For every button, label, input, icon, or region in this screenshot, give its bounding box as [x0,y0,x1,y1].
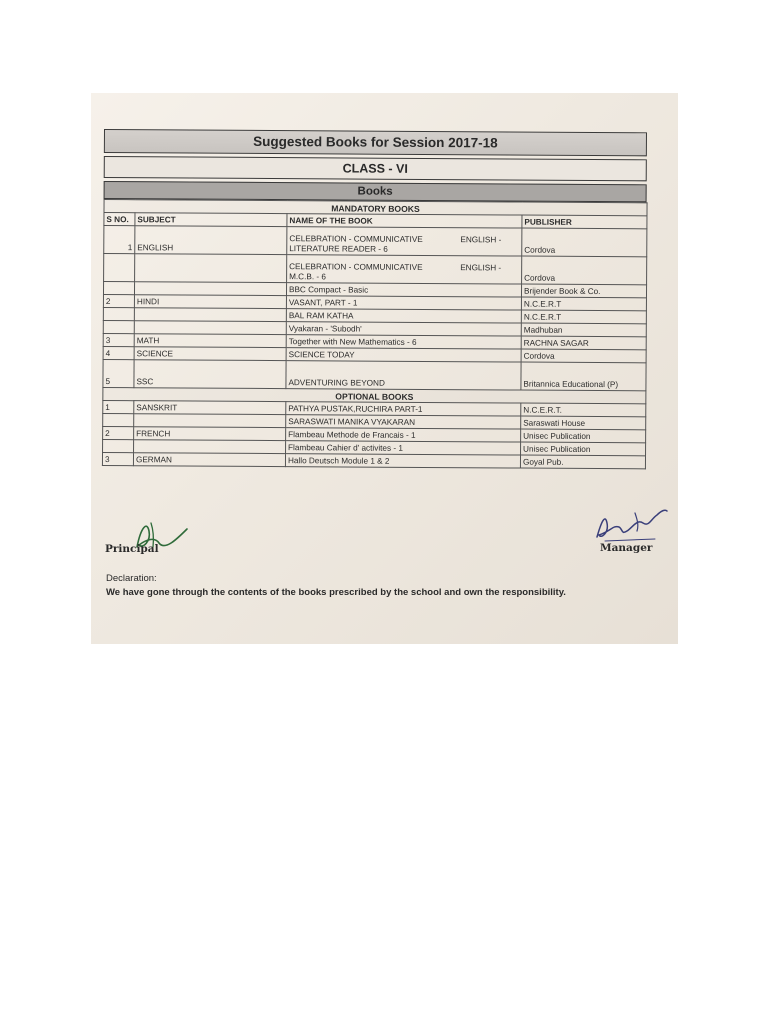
cell-publisher: Cordova [521,349,646,363]
header-subject: SUBJECT [135,213,287,227]
manager-label: Manager [600,542,653,554]
declaration-text: We have gone through the contents of the books prescribed by the school and own the responsibility. [106,587,566,598]
cell-publisher: Britannica Educational (P) [521,362,646,391]
cell-publisher: N.C.E.R.T [521,310,646,324]
cell-book: SCIENCE TODAY [286,348,521,362]
book-line: CELEBRATION - COMMUNICATIVE [289,234,423,244]
header-book: NAME OF THE BOOK [287,214,522,228]
books-label: Books [104,181,647,202]
mandatory-books-heading: MANDATORY BOOKS [104,200,647,216]
cell-book: VASANT, PART - 1 [286,296,521,310]
optional-books-heading: OPTIONAL BOOKS [103,387,646,403]
cell-publisher: Unisec Publication [521,429,646,443]
class-label: CLASS - VI [104,156,647,181]
cell-publisher: N.C.E.R.T. [521,403,646,417]
cell-book: Hallo Deutsch Module 1 & 2 [285,454,520,468]
cell-publisher: Unisec Publication [521,442,646,456]
cell-subject: MATH [134,334,286,348]
book-line: CELEBRATION - COMMUNICATIVE [289,262,423,272]
cell-subject: SSC [134,360,286,389]
document-title: Suggested Books for Session 2017-18 [104,129,647,156]
cell-sno: 2 [103,426,134,439]
cell-book: ADVENTURING BEYOND [286,361,521,390]
cell-sno: 3 [102,452,133,465]
cell-sno: 1 [104,226,135,254]
cell-subject: SCIENCE [134,347,286,361]
cell-subject: HINDI [134,295,286,309]
cell-subject: GERMAN [133,453,285,467]
cell-sno: 3 [103,333,134,346]
manager-signature-icon [591,501,671,547]
cell-book: Vyakaran - 'Subodh' [286,322,521,336]
cell-publisher: Cordova [522,256,647,285]
cell-book: Together with New Mathematics - 6 [286,335,521,349]
cell-sno: 2 [103,294,134,307]
principal-label: Principal [105,543,159,555]
cell-sno: 5 [103,359,134,387]
document-footer [91,93,678,644]
cell-publisher: Madhuban [521,323,646,337]
cell-publisher: RACHNA SAGAR [521,336,646,350]
cell-book: BAL RAM KATHA [286,309,521,323]
header-publisher: PUBLISHER [522,215,647,229]
book-line: LITERATURE READER - 6 [289,244,388,254]
cell-book: PATHYA PUSTAK,RUCHIRA PART-1 [286,402,521,416]
cell-book: SARASWATI MANIKA VYAKARAN [286,415,521,429]
cell-subject: ENGLISH [135,226,287,255]
cell-publisher: Cordova [522,228,647,257]
cell-publisher: N.C.E.R.T [521,297,646,311]
cell-publisher: Saraswati House [521,416,646,430]
cell-publisher: Brijender Book & Co. [521,284,646,298]
cell-book: BBC Compact - Basic [286,283,521,297]
declaration-label: Declaration: [106,573,157,584]
cell-subject: FRENCH [134,427,286,441]
cell-sno: 4 [103,346,134,359]
cell-sno: 1 [103,400,134,413]
cell-book: Flambeau Methode de Francais - 1 [286,428,521,442]
cell-book: Flambeau Cahier d' activites - 1 [286,441,521,455]
book-line: ENGLISH - [460,235,502,245]
book-line: M.C.B. - 6 [289,272,326,282]
cell-publisher: Goyal Pub. [520,455,645,469]
document-photo [91,93,678,644]
book-line: ENGLISH - [460,263,502,273]
header-sno: S NO. [104,213,135,226]
cell-subject: SANSKRIT [134,401,286,415]
